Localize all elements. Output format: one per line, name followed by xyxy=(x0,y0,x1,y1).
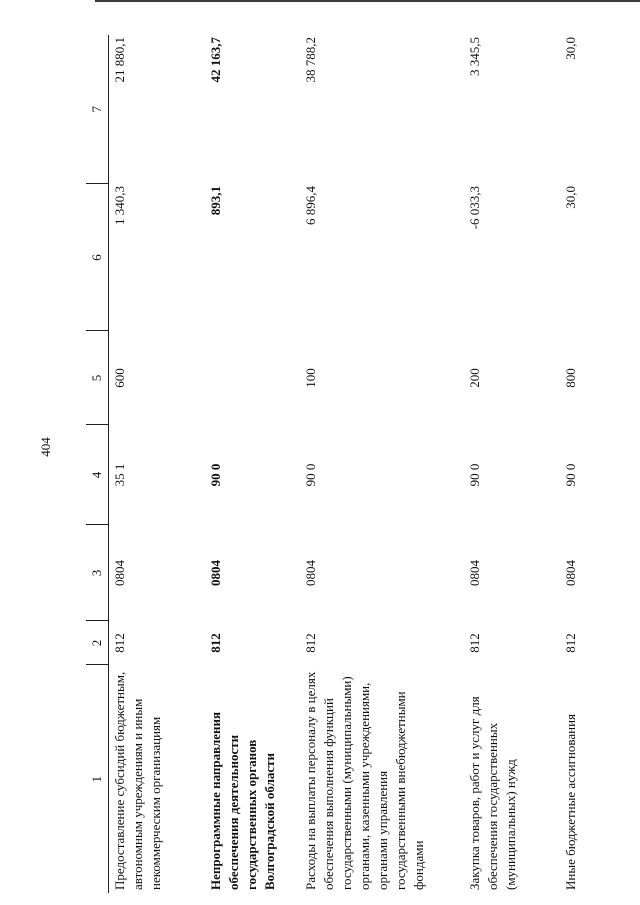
table-row xyxy=(560,35,626,893)
row-change-amount: 30,0 xyxy=(563,186,578,209)
row-name: Предоставление субсидий бюджетным, автономным учреждениям и иным некоммерческим организациям xyxy=(112,671,163,890)
row-total-amount: 30,0 xyxy=(563,37,578,60)
row-section-code: 0804 xyxy=(303,560,318,586)
row-expense-type: 600 xyxy=(112,368,127,388)
row-name: Непрограммные направления обеспечения деятельности государственных органов Волгоградской области xyxy=(208,711,277,890)
row-target-code: 90 0 xyxy=(208,463,223,487)
row-expense-type: 100 xyxy=(303,368,318,388)
row-change-amount: 1 340,3 xyxy=(112,186,127,225)
row-expense-type: 800 xyxy=(563,368,578,388)
page-number: 404 xyxy=(38,437,53,457)
table-row xyxy=(205,35,300,893)
header-col-2: 2 xyxy=(86,621,109,665)
row-name: Расходы на выплаты персоналу в целях обеспечения выполнения функций государственными (муниципальными) органами, казенными учреждениями, органами управления государственными внебюджетными фондами xyxy=(303,671,426,890)
row-name: Иные бюджетные ассигнования xyxy=(563,713,578,890)
row-target-code: 35 1 xyxy=(112,463,127,487)
header-col-6: 6 xyxy=(86,184,109,331)
header-col-1: 1 xyxy=(86,665,109,893)
row-total-amount: 38 788,2 xyxy=(303,37,318,83)
row-section-code: 0804 xyxy=(563,560,578,586)
rotated-table-container xyxy=(86,35,621,893)
row-ministry-code: 812 xyxy=(563,633,578,653)
row-expense-type xyxy=(205,331,300,425)
row-name: Закупка товаров, работ и услуг для обеспечения государственных (муниципальных) нужд xyxy=(467,696,518,890)
row-target-code: 90 0 xyxy=(303,463,318,487)
table-row xyxy=(464,35,560,893)
header-col-5: 5 xyxy=(86,331,109,425)
table-header-row xyxy=(86,35,109,893)
row-total-amount: 42 163,7 xyxy=(208,37,223,83)
row-ministry-code: 812 xyxy=(208,633,223,653)
header-col-7: 7 xyxy=(86,35,109,184)
row-total-amount: 3 345,5 xyxy=(467,37,482,76)
row-section-code: 0804 xyxy=(208,560,223,586)
row-ministry-code: 812 xyxy=(303,633,318,653)
row-total-amount: 21 880,1 xyxy=(112,37,127,83)
row-target-code: 90 0 xyxy=(467,463,482,487)
row-ministry-code: 812 xyxy=(112,633,127,653)
header-col-4: 4 xyxy=(86,425,109,525)
row-target-code: 90 0 xyxy=(563,463,578,487)
table-row xyxy=(109,35,206,893)
row-ministry-code: 812 xyxy=(467,633,482,653)
budget-table xyxy=(86,35,626,893)
row-section-code: 0804 xyxy=(467,560,482,586)
row-section-code: 0804 xyxy=(112,560,127,586)
header-col-3: 3 xyxy=(86,525,109,621)
page-top-edge xyxy=(95,0,640,2)
row-expense-type: 200 xyxy=(467,368,482,388)
row-change-amount: 6 896,4 xyxy=(303,186,318,225)
table-row xyxy=(300,35,464,893)
row-change-amount: 893,1 xyxy=(208,186,223,216)
row-change-amount: -6 033,3 xyxy=(467,186,482,230)
